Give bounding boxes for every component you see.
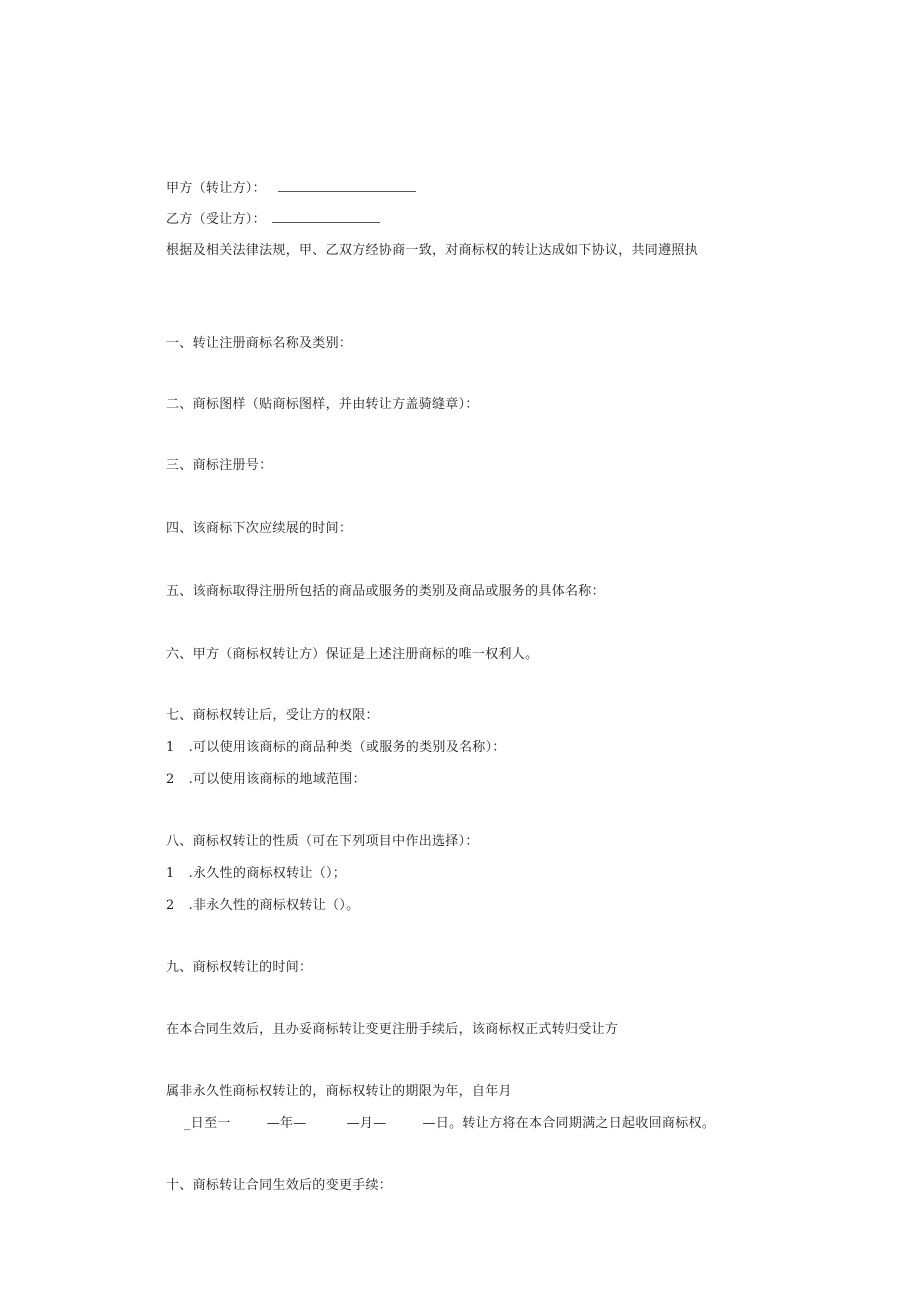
section-4-heading: 四、该商标下次应续展的时间： [166, 521, 353, 536]
party-b-line [166, 212, 380, 228]
section-3-heading: 三、商标注册号： [166, 458, 273, 473]
item-text: .可以使用该商标的地域范围： [188, 772, 366, 787]
date-fragment-year: —年— [266, 1116, 307, 1131]
party-a-label: 甲方（转让方）： [166, 181, 266, 196]
section-9-paragraph-3 [184, 1116, 715, 1132]
date-fragment-day: —日。转让方将在本合同期满之日起收回商标权。 [422, 1116, 716, 1131]
item-number: 1 [166, 866, 175, 881]
section-7-heading: 七、商标权转让后，受让方的权限： [166, 708, 379, 723]
intro-paragraph: 根据及相关法律法规，甲、乙双方经协商一致，对商标权的转让达成如下协议，共同遵照执 [166, 243, 699, 258]
item-number: 2 [166, 898, 175, 913]
party-a-blank[interactable] [278, 181, 416, 192]
date-fragment-month: —月— [346, 1116, 387, 1131]
section-8-item-1 [166, 866, 346, 882]
section-5-heading: 五、该商标取得注册所包括的商品或服务的类别及商品或服务的具体名称： [166, 584, 605, 599]
party-b-label: 乙方（受让方）： [166, 212, 266, 227]
item-number: 1 [166, 740, 175, 755]
party-b-blank[interactable] [272, 212, 380, 223]
item-text: .永久性的商标权转让（）； [188, 866, 347, 881]
party-a-line [166, 181, 416, 197]
item-text: .非永久性的商标权转让（）。 [188, 898, 360, 913]
item-number: 2 [166, 772, 175, 787]
date-fragment-start: _日至一 [184, 1116, 231, 1131]
section-10-heading: 十、商标转让合同生效后的变更手续： [166, 1178, 393, 1193]
section-2-heading: 二、商标图样（贴商标图样，并由转让方盖骑缝章）： [166, 397, 479, 412]
section-9-paragraph-1: 在本合同生效后，且办妥商标转让变更注册手续后，该商标权正式转归受让方 [166, 1022, 619, 1037]
section-6-heading: 六、甲方（商标权转让方）保证是上述注册商标的唯一权利人。 [166, 647, 539, 662]
section-7-item-1 [166, 740, 506, 756]
item-text: .可以使用该商标的商品种类（或服务的类别及名称）： [188, 740, 506, 755]
section-9-heading: 九、商标权转让的时间： [166, 960, 313, 975]
section-8-heading: 八、商标权转让的性质（可在下列项目中作出选择）： [166, 834, 479, 849]
section-7-item-2 [166, 772, 366, 788]
section-9-paragraph-2: 属非永久性商标权转让的，商标权转让的期限为年，自年月 [166, 1084, 512, 1099]
section-8-item-2 [166, 898, 359, 914]
section-1-heading: 一、转让注册商标名称及类别： [166, 336, 353, 351]
